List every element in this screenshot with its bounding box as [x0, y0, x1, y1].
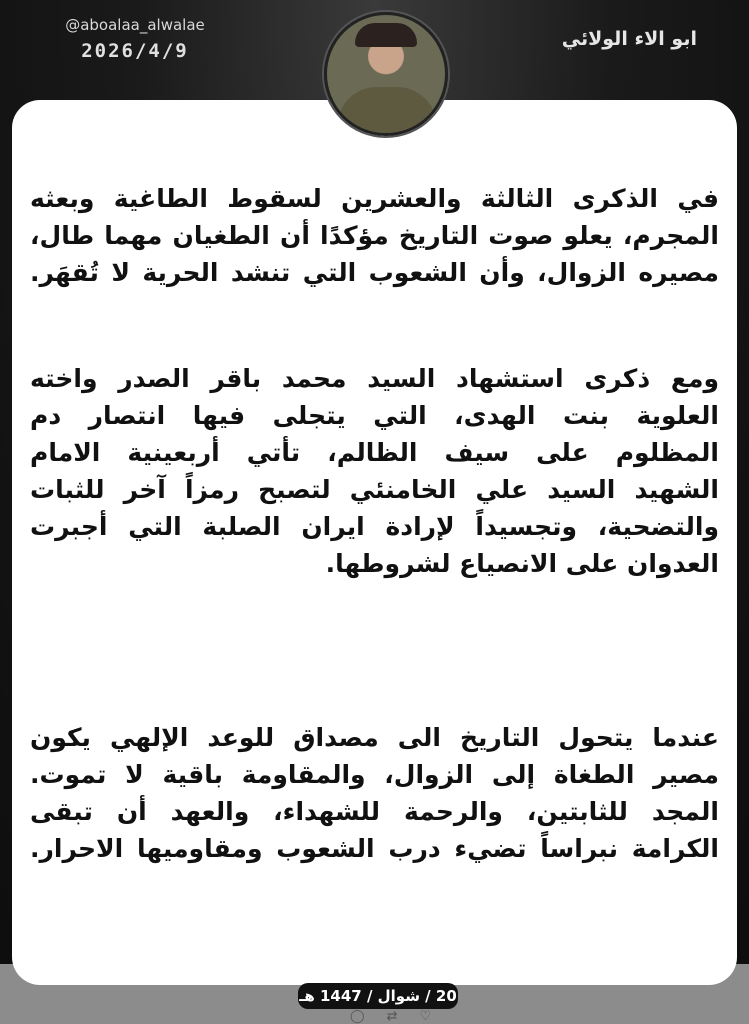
text-line: في الذكرى الثالثة والعشرين لسقوط الطاغية وبعثه [30, 184, 719, 213]
paragraph-2 [30, 360, 719, 582]
action-icons [350, 1009, 431, 1024]
text-line: المجد للثابتين، والرحمة للشهداء، والعهد أن تبقى [30, 797, 719, 826]
comment-icon[interactable]: ◯ [350, 1009, 365, 1024]
avatar-shirt [337, 87, 437, 136]
text-line: الشهيد السيد علي الخامنئي لتصبح رمزاً آخر للثبات [30, 475, 719, 504]
text-line: العلوية بنت الهدى، التي يتجلى فيها انتصار دم [30, 401, 719, 430]
user-handle: @aboalaa_alwalae [65, 16, 205, 34]
avatar-cap [355, 23, 417, 47]
text-line: الكرامة نبراساً تضيء درب الشعوب ومقاوميها الاحرار. [30, 834, 719, 863]
paragraph-1 [30, 180, 719, 291]
text-line: العدوان على الانصياع لشروطها. [325, 549, 719, 578]
paragraph-3 [30, 719, 719, 867]
text-line: مصير الطغاة إلى الزوال، والمقاومة باقية لا تموت. [30, 760, 719, 789]
post-date: 2026/4/9 [81, 40, 189, 62]
retweet-icon[interactable]: ⇄ [386, 1009, 398, 1024]
text-line: والتضحية، وتجسيداً لإرادة ايران الصلبة التي أجبرت [30, 512, 719, 541]
text-line: مصيره الزوال، وأن الشعوب التي تنشد الحرية لا تُقهَر. [30, 258, 719, 287]
text-line: عندما يتحول التاريخ الى مصداق للوعد الإلهي يكون [30, 723, 719, 752]
text-line: المظلوم على سيف الظالم، تأتي أربعينية الامام [30, 438, 719, 467]
author-name: ابو الاء الولائي [561, 28, 697, 50]
hijri-date-badge: 20 / شوال / 1447 هـ [298, 983, 458, 1009]
avatar [324, 12, 448, 136]
heart-icon[interactable]: ♡ [419, 1009, 432, 1024]
text-line: المجرم، يعلو صوت التاريخ مؤكدًا أن الطغيان مهما طال، [30, 221, 719, 250]
text-line: ومع ذكرى استشهاد السيد محمد باقر الصدر واخته [30, 364, 719, 393]
